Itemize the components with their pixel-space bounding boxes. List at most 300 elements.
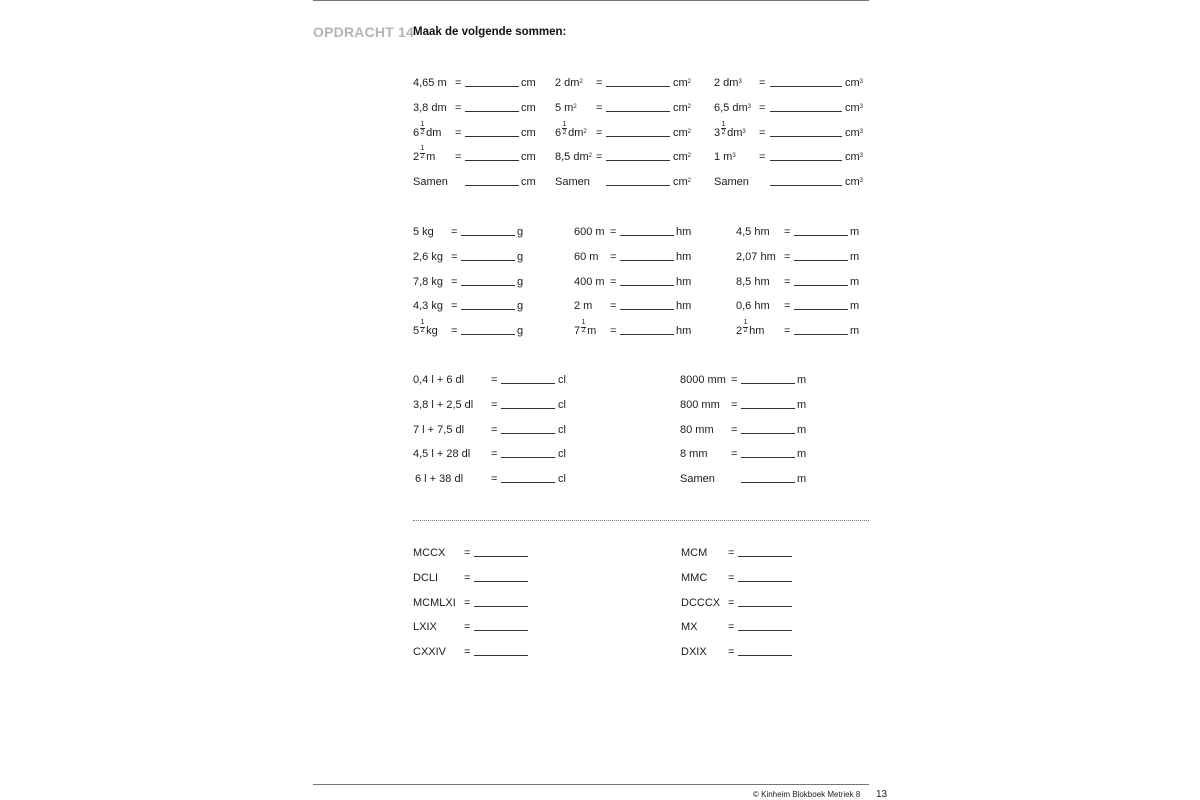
- answer-blank[interactable]: [794, 250, 848, 261]
- fraction: [419, 120, 426, 140]
- answer-unit-text: hm: [676, 226, 692, 238]
- answer-unit-text: m: [850, 300, 860, 313]
- equals-sign: =: [731, 374, 738, 386]
- answer-unit: [676, 275, 691, 289]
- exercise-question: [413, 225, 434, 239]
- answer-unit-exponent: 3: [859, 128, 864, 135]
- question-text: 0,6 hm: [736, 300, 770, 313]
- answer-unit: [676, 324, 691, 338]
- answer-unit-text: g: [517, 226, 524, 238]
- question-text: DXIX: [681, 646, 707, 659]
- exercise-question: [555, 175, 590, 189]
- answer-unit: [676, 225, 691, 239]
- answer-blank[interactable]: [741, 472, 795, 483]
- exercise-question: [413, 620, 437, 634]
- answer-unit-exponent: 3: [859, 153, 864, 160]
- equals-sign: =: [491, 374, 498, 386]
- answer-blank[interactable]: [461, 324, 515, 335]
- equals-sign: =: [759, 77, 766, 89]
- question-text: DCLI: [413, 571, 439, 584]
- answer-unit: [558, 373, 566, 387]
- exercise-question: [574, 250, 598, 264]
- answer-unit: [673, 126, 691, 140]
- exercise-question: [680, 472, 715, 486]
- question-unit: kg: [426, 325, 438, 338]
- answer-unit: [558, 447, 566, 461]
- answer-unit: [521, 101, 536, 115]
- equals-sign: =: [728, 596, 735, 609]
- question-text: 800 mm: [680, 398, 720, 411]
- equals-sign: =: [728, 621, 735, 634]
- mixed-number-whole: 2: [736, 325, 743, 338]
- answer-unit-text: m: [850, 325, 860, 338]
- question-text: Samen: [555, 176, 590, 189]
- equals-sign: =: [784, 325, 791, 338]
- fraction: [720, 120, 727, 140]
- exercise-question: [415, 472, 463, 486]
- answer-unit: [850, 324, 859, 338]
- answer-blank[interactable]: [620, 225, 674, 236]
- answer-unit-exponent: 3: [859, 103, 864, 110]
- equals-sign: =: [491, 448, 498, 461]
- exercise-question: [680, 398, 720, 412]
- answer-blank[interactable]: [465, 76, 519, 87]
- question-text: 5 kg: [413, 226, 434, 238]
- question-exponent: 2: [573, 103, 577, 110]
- exercise-question: [736, 275, 770, 289]
- answer-unit: [845, 76, 863, 90]
- answer-blank[interactable]: [770, 150, 842, 161]
- answer-blank[interactable]: [606, 76, 670, 87]
- answer-unit: [797, 472, 806, 486]
- exercise-question: [555, 101, 577, 115]
- question-text: 2 dm: [555, 77, 580, 89]
- top-rule: [313, 0, 869, 1]
- equals-sign: =: [728, 547, 735, 559]
- fraction-denominator: 2: [562, 128, 567, 136]
- dotted-separator: [413, 520, 869, 521]
- question-text: 5 m: [555, 101, 574, 114]
- question-text: MX: [681, 621, 698, 634]
- question-exponent: 3: [738, 79, 742, 85]
- answer-unit-text: cm: [673, 101, 688, 114]
- answer-unit-text: m: [797, 423, 807, 436]
- answer-blank[interactable]: [606, 175, 670, 186]
- question-text: MCMLXI: [413, 596, 456, 609]
- equals-sign: =: [596, 77, 603, 89]
- question-unit: dm: [568, 126, 584, 139]
- equals-sign: =: [596, 101, 603, 114]
- answer-blank[interactable]: [620, 299, 674, 310]
- answer-blank[interactable]: [465, 175, 519, 186]
- answer-unit-text: cm: [845, 151, 860, 164]
- question-text: 2 dm: [714, 77, 739, 89]
- answer-unit: [845, 150, 863, 164]
- answer-unit-text: hm: [676, 250, 692, 263]
- exercise-question: [680, 447, 708, 461]
- answer-blank[interactable]: [620, 324, 674, 335]
- question-exponent: 3: [742, 128, 746, 135]
- answer-unit: [845, 101, 863, 115]
- answer-unit: [850, 250, 859, 264]
- equals-sign: =: [464, 646, 471, 659]
- question-exponent: 2: [583, 128, 587, 135]
- answer-unit-exponent: 2: [687, 178, 692, 185]
- answer-blank[interactable]: [620, 275, 674, 286]
- exercise-question: [714, 120, 746, 140]
- answer-unit-text: hm: [676, 300, 692, 313]
- exercise-question: [574, 275, 605, 289]
- answer-blank[interactable]: [770, 76, 842, 87]
- equals-sign: =: [784, 275, 791, 288]
- equals-sign: =: [610, 226, 617, 238]
- fraction-numerator: 1: [562, 120, 567, 128]
- answer-unit: [517, 225, 523, 239]
- answer-blank[interactable]: [474, 620, 528, 631]
- exercise-question: [413, 101, 447, 115]
- exercise-label: OPDRACHT 14: [313, 24, 414, 40]
- answer-unit: [521, 126, 536, 140]
- answer-blank[interactable]: [501, 447, 555, 458]
- exercise-question: [555, 76, 583, 90]
- exercise-question: [680, 423, 714, 437]
- question-text: 2 m: [574, 300, 593, 313]
- answer-unit-text: cm: [673, 151, 688, 164]
- equals-sign: =: [759, 151, 766, 164]
- equals-sign: =: [610, 325, 617, 338]
- answer-unit-text: m: [850, 226, 860, 238]
- question-text: 3,8 dm: [413, 101, 447, 114]
- fraction-denominator: 2: [721, 128, 726, 136]
- question-exponent: 2: [588, 153, 592, 160]
- equals-sign: =: [610, 300, 617, 313]
- fraction-denominator: 2: [581, 327, 586, 335]
- fraction-denominator: 2: [420, 153, 425, 161]
- question-unit: hm: [749, 325, 765, 338]
- exercise-question: [413, 299, 443, 313]
- equals-sign: =: [759, 126, 766, 139]
- answer-blank[interactable]: [794, 275, 848, 286]
- answer-blank[interactable]: [738, 546, 792, 557]
- question-text: 7 l + 7,5 dl: [413, 423, 465, 436]
- answer-unit-exponent: 3: [859, 79, 864, 85]
- question-unit: m: [426, 151, 436, 164]
- answer-unit-text: cm: [521, 151, 536, 164]
- equals-sign: =: [491, 423, 498, 436]
- fraction: [580, 319, 587, 338]
- answer-blank[interactable]: [501, 398, 555, 409]
- equals-sign: =: [451, 275, 458, 288]
- answer-unit: [797, 423, 806, 437]
- exercise-question: [413, 571, 438, 585]
- equals-sign: =: [451, 325, 458, 338]
- footer-copyright: © Kinheim Blokboek Metriek 8: [753, 790, 861, 799]
- answer-unit-exponent: 2: [687, 128, 692, 135]
- answer-unit-text: g: [517, 300, 524, 313]
- answer-unit-text: g: [517, 275, 524, 288]
- answer-unit-text: cm: [845, 176, 860, 189]
- exercise-question: [413, 423, 464, 437]
- exercise-question: [680, 373, 726, 387]
- answer-unit-text: cl: [558, 398, 566, 411]
- answer-unit-text: cm: [673, 176, 688, 189]
- exercise-question: [413, 596, 456, 610]
- answer-blank[interactable]: [461, 225, 515, 236]
- answer-unit-text: m: [797, 398, 807, 411]
- question-text: MCCX: [413, 547, 446, 559]
- question-text: Samen: [714, 176, 749, 189]
- answer-blank[interactable]: [461, 250, 515, 261]
- question-text: 8000 mm: [680, 374, 726, 386]
- answer-blank[interactable]: [461, 275, 515, 286]
- answer-blank[interactable]: [474, 571, 528, 582]
- mixed-number-whole: 2: [413, 151, 420, 164]
- bottom-rule: [313, 784, 869, 785]
- mixed-number-whole: 3: [714, 126, 721, 139]
- fraction: [561, 120, 568, 140]
- answer-unit-exponent: 2: [687, 103, 692, 110]
- equals-sign: =: [451, 250, 458, 263]
- question-text: 4,5 hm: [736, 226, 770, 238]
- answer-unit-text: cm: [521, 77, 536, 89]
- answer-unit-text: cm: [673, 77, 688, 89]
- answer-blank[interactable]: [465, 101, 519, 112]
- answer-unit-text: g: [517, 250, 524, 263]
- answer-blank[interactable]: [501, 373, 555, 384]
- exercise-question: [413, 76, 447, 90]
- answer-unit: [673, 76, 691, 90]
- fraction-numerator: 1: [420, 319, 425, 327]
- answer-blank[interactable]: [501, 423, 555, 434]
- answer-blank[interactable]: [738, 620, 792, 631]
- answer-blank[interactable]: [606, 150, 670, 161]
- answer-blank[interactable]: [606, 126, 670, 137]
- exercise-question: [574, 299, 592, 313]
- answer-unit: [797, 398, 806, 412]
- question-text: 4,3 kg: [413, 300, 443, 313]
- question-exponent: 2: [579, 79, 583, 85]
- exercise-question: [413, 250, 443, 264]
- question-text: Samen: [413, 176, 448, 189]
- answer-unit-text: cm: [521, 101, 536, 114]
- fraction-numerator: 1: [743, 319, 748, 327]
- question-text: 8,5 hm: [736, 275, 770, 288]
- answer-blank[interactable]: [465, 126, 519, 137]
- exercise-question: [413, 319, 438, 338]
- answer-unit-exponent: 2: [687, 79, 692, 85]
- question-text: 4,5 l + 28 dl: [413, 448, 471, 461]
- answer-unit-text: cm: [521, 176, 536, 189]
- answer-blank[interactable]: [794, 299, 848, 310]
- answer-blank[interactable]: [606, 101, 670, 112]
- mixed-number-whole: 7: [574, 325, 581, 338]
- answer-blank[interactable]: [770, 175, 842, 186]
- exercise-question: [681, 596, 720, 610]
- answer-blank[interactable]: [794, 225, 848, 236]
- question-unit: dm: [426, 126, 442, 139]
- answer-unit-text: m: [797, 448, 807, 461]
- fraction-denominator: 2: [420, 128, 425, 136]
- question-text: 80 mm: [680, 423, 714, 436]
- equals-sign: =: [464, 571, 471, 584]
- fraction: [419, 319, 426, 338]
- question-text: LXIX: [413, 621, 437, 634]
- exercise-question: [736, 319, 765, 338]
- answer-unit-text: hm: [676, 275, 692, 288]
- equals-sign: =: [455, 101, 462, 114]
- answer-unit-text: cl: [558, 448, 566, 461]
- answer-blank[interactable]: [770, 101, 842, 112]
- fraction-denominator: 2: [420, 327, 425, 335]
- answer-unit-text: cl: [558, 473, 566, 486]
- exercise-question: [555, 150, 592, 164]
- answer-blank[interactable]: [465, 150, 519, 161]
- equals-sign: =: [784, 250, 791, 263]
- exercise-instruction: Maak de volgende sommen:: [413, 26, 567, 38]
- answer-unit: [676, 299, 691, 313]
- answer-unit-text: g: [517, 325, 524, 338]
- answer-blank[interactable]: [741, 423, 795, 434]
- answer-unit-text: cm: [845, 77, 860, 89]
- answer-unit: [845, 126, 863, 140]
- equals-sign: =: [455, 151, 462, 164]
- answer-unit-text: m: [797, 473, 807, 486]
- answer-unit: [845, 175, 863, 189]
- answer-blank[interactable]: [741, 373, 795, 384]
- exercise-question: [413, 275, 443, 289]
- answer-blank[interactable]: [741, 447, 795, 458]
- answer-unit-exponent: 3: [859, 178, 864, 185]
- exercise-question: [714, 101, 751, 115]
- answer-unit: [517, 275, 523, 289]
- equals-sign: =: [731, 448, 738, 461]
- exercise-question: [413, 645, 446, 659]
- equals-sign: =: [610, 250, 617, 263]
- mixed-number-whole: 6: [555, 126, 562, 139]
- equals-sign: =: [491, 398, 498, 411]
- question-text: CXXIV: [413, 646, 447, 659]
- answer-unit: [521, 76, 536, 90]
- answer-unit: [676, 250, 691, 264]
- answer-blank[interactable]: [794, 324, 848, 335]
- fraction-numerator: 1: [581, 319, 586, 327]
- answer-unit: [517, 250, 523, 264]
- answer-unit-text: cl: [558, 374, 566, 386]
- answer-unit-text: cl: [558, 423, 566, 436]
- equals-sign: =: [728, 646, 735, 659]
- exercise-question: [413, 447, 470, 461]
- answer-blank[interactable]: [620, 250, 674, 261]
- equals-sign: =: [784, 300, 791, 313]
- equals-sign: =: [455, 77, 462, 89]
- question-text: 0,4 l + 6 dl: [413, 374, 465, 386]
- question-text: 7,8 kg: [413, 275, 443, 288]
- answer-blank[interactable]: [474, 645, 528, 656]
- exercise-question: [574, 319, 597, 338]
- equals-sign: =: [464, 547, 471, 559]
- exercise-question: [736, 225, 770, 239]
- fraction-numerator: 1: [420, 120, 425, 128]
- answer-blank[interactable]: [461, 299, 515, 310]
- answer-unit: [558, 423, 566, 437]
- equals-sign: =: [596, 151, 603, 164]
- equals-sign: =: [455, 126, 462, 139]
- question-text: 2,6 kg: [413, 250, 443, 263]
- equals-sign: =: [731, 398, 738, 411]
- answer-unit-text: m: [850, 275, 860, 288]
- question-text: 3,8 l + 2,5 dl: [413, 398, 474, 411]
- fraction-denominator: 2: [743, 327, 748, 335]
- mixed-number-whole: 5: [413, 325, 420, 338]
- answer-blank[interactable]: [741, 398, 795, 409]
- equals-sign: =: [731, 423, 738, 436]
- equals-sign: =: [464, 596, 471, 609]
- question-text: 60 m: [574, 250, 599, 263]
- fraction: [742, 319, 749, 338]
- equals-sign: =: [464, 621, 471, 634]
- answer-blank[interactable]: [738, 645, 792, 656]
- answer-blank[interactable]: [501, 472, 555, 483]
- mixed-number-whole: 6: [413, 126, 420, 139]
- answer-unit: [521, 150, 536, 164]
- question-exponent: 3: [732, 153, 736, 160]
- answer-unit: [673, 150, 691, 164]
- answer-unit: [850, 275, 859, 289]
- exercise-question: [681, 571, 707, 585]
- equals-sign: =: [759, 101, 766, 114]
- equals-sign: =: [728, 571, 735, 584]
- equals-sign: =: [491, 473, 498, 486]
- exercise-question: [413, 546, 445, 560]
- answer-unit-text: cm: [845, 101, 860, 114]
- answer-blank[interactable]: [474, 596, 528, 607]
- question-exponent: 3: [747, 103, 751, 110]
- question-text: 2,07 hm: [736, 250, 776, 263]
- exercise-question: [413, 145, 436, 164]
- answer-unit: [850, 225, 859, 239]
- question-text: 400 m: [574, 275, 605, 288]
- answer-unit: [558, 472, 566, 486]
- question-text: 1 m: [714, 151, 733, 164]
- answer-blank[interactable]: [770, 126, 842, 137]
- answer-unit-text: m: [850, 250, 860, 263]
- answer-blank[interactable]: [738, 571, 792, 582]
- question-text: MCM: [681, 547, 708, 559]
- exercise-question: [413, 120, 442, 140]
- answer-unit-text: cm: [845, 126, 860, 139]
- question-text: DCCCX: [681, 596, 721, 609]
- equals-sign: =: [451, 300, 458, 313]
- answer-unit-text: cm: [521, 126, 536, 139]
- answer-unit-exponent: 2: [687, 153, 692, 160]
- answer-blank[interactable]: [738, 596, 792, 607]
- answer-unit: [517, 299, 523, 313]
- answer-unit: [797, 447, 806, 461]
- exercise-question: [574, 225, 605, 239]
- question-text: 6,5 dm: [714, 101, 748, 114]
- answer-unit: [521, 175, 536, 189]
- exercise-question: [681, 546, 707, 560]
- fraction-numerator: 1: [721, 120, 726, 128]
- answer-unit-text: cm: [673, 126, 688, 139]
- question-text: 4,65 m: [413, 77, 447, 89]
- question-text: 6 l + 38 dl: [415, 473, 464, 486]
- answer-blank[interactable]: [474, 546, 528, 557]
- exercise-question: [714, 76, 742, 90]
- exercise-question: [736, 299, 770, 313]
- equals-sign: =: [596, 126, 603, 139]
- question-unit: dm: [727, 126, 743, 139]
